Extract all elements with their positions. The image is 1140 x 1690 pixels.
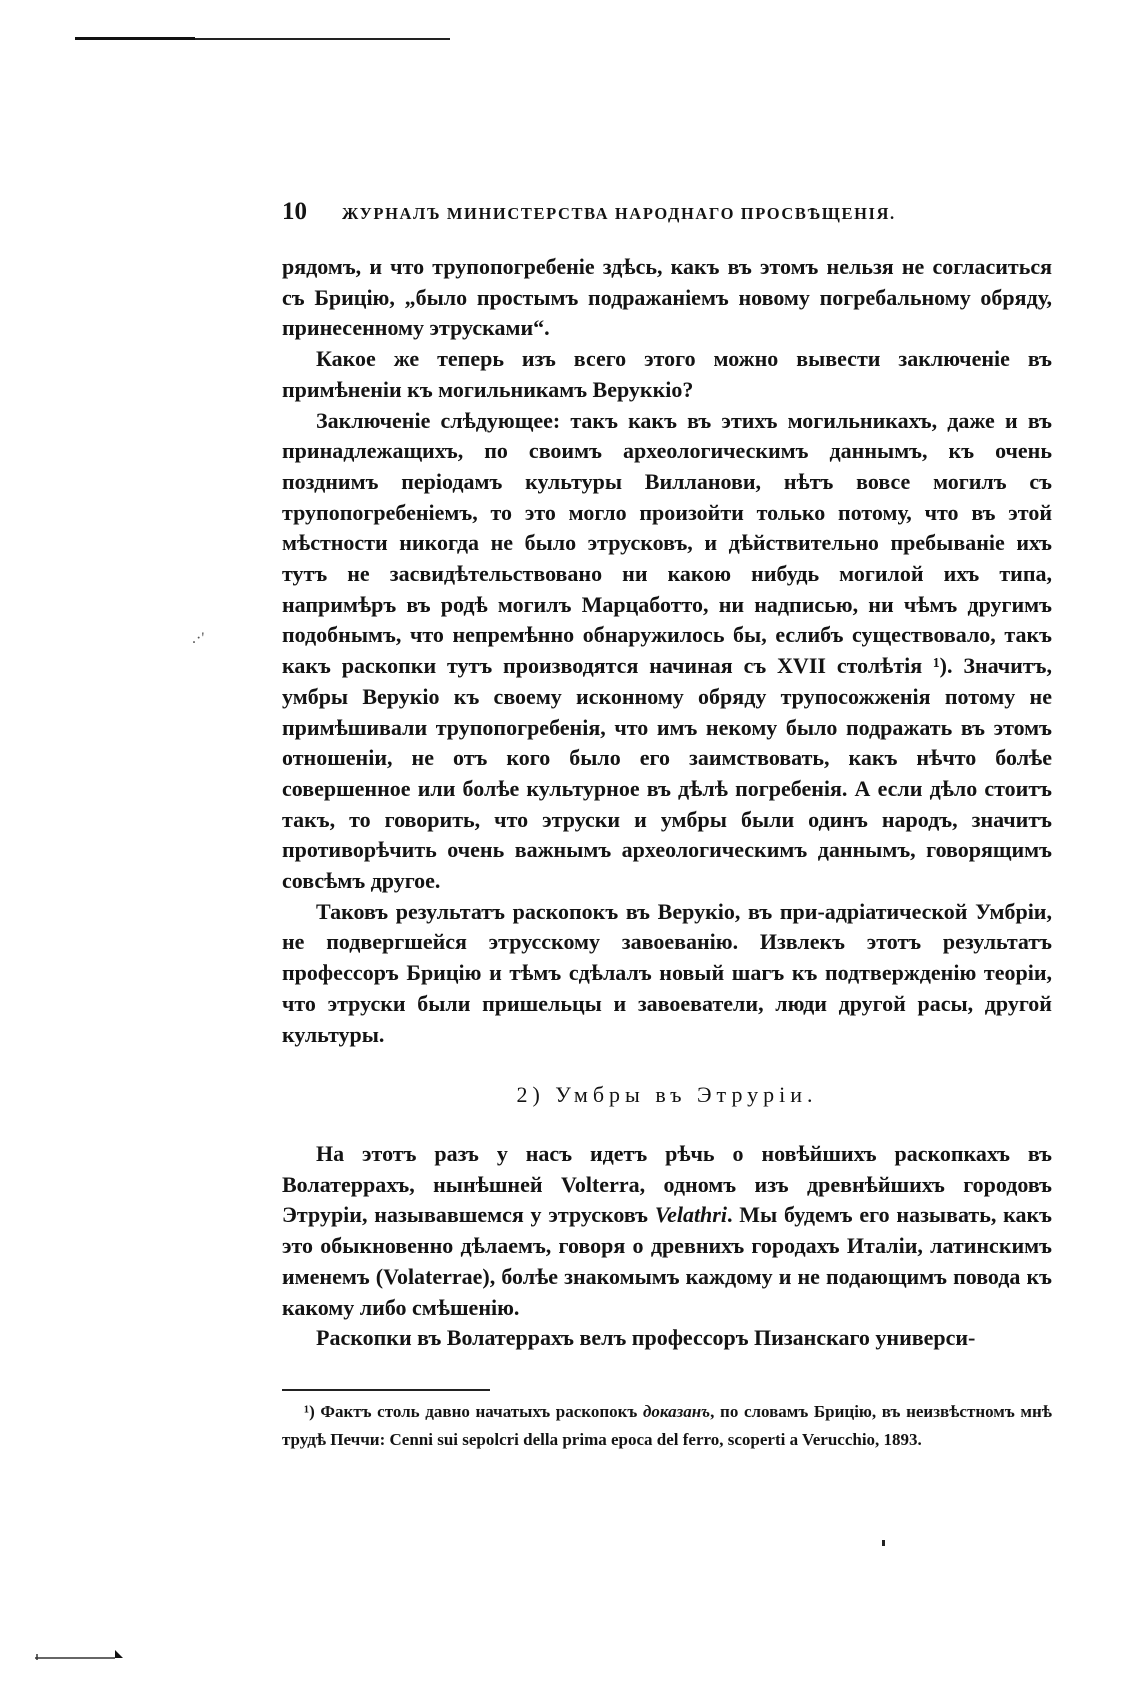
- page-number: 10: [282, 198, 307, 225]
- paragraph-2: Какое же теперь изъ всего этого можно вывести заключеніе въ примѣненіи къ могильникамъ Веруккіо?: [282, 346, 1052, 402]
- footnote-text-a: Фактъ столь давно начатыхъ раскопокъ: [314, 1402, 643, 1421]
- body-text: [282, 252, 1052, 1354]
- section-paragraph-2: Раскопки въ Волатеррахъ велъ профессоръ Пизанскаго универси-: [316, 1325, 976, 1351]
- stray-dot-mark: [882, 1540, 885, 1546]
- footnote-1: [282, 1398, 1052, 1454]
- section-paragraph-1-part-b: . Мы будемъ его называть, какъ это обыкновенно дѣлаемъ, говоря о древнихъ городахъ Италіи, латинскимъ именемъ (Volaterrae), болѣе знакомымъ каждому и не подающимъ повода къ какому либо смѣшенію.: [282, 1202, 1053, 1320]
- footnote-italic: доказанъ: [642, 1402, 711, 1421]
- section-heading: 2) Умбры въ Этруріи.: [516, 1082, 818, 1108]
- footnote-rule: [282, 1389, 490, 1391]
- marginal-mark: .·': [192, 630, 205, 647]
- page-header: [282, 198, 1052, 232]
- paragraph-4: Таковъ результатъ раскопокъ въ Верукіо, въ при-адріатической Умбріи, не подвергшейся этрусскому завоеванію. Извлекъ этотъ результатъ профессоръ Брицію и тѣмъ сдѣлалъ новый шагъ къ подтвержденію теоріи, что этруски были пришельцы и завоеватели, люди другой расы, другой культуры.: [282, 898, 1052, 1047]
- section-paragraph-1-part-a: На этотъ разъ у насъ идетъ рѣчь о новѣйшихъ раскопкахъ въ Волатеррахъ, нынѣшней Volterra, одномъ изъ древнѣйшихъ городовъ Этруріи, называвшемся у этрусковъ: [282, 1140, 1052, 1228]
- paragraph-3: Заключеніе слѣдующее: такъ какъ въ этихъ могильникахъ, даже и въ принадлежащихъ, по своимъ археологическимъ даннымъ, къ очень позднимъ періодамъ культуры Вилланови, нѣтъ вовсе могилъ съ трупопогребеніемъ, то это могло произойти только потому, что въ этой мѣстности никогда не было этрусковъ, и дѣйствительно пребываніе ихъ тутъ не засвидѣтельствовано ни какою нибудь могилой ихъ типа, напримѣръ въ родѣ могилъ Марцаботто, ни надписью, ни чѣмъ другимъ подобнымъ, что непремѣнно обнаружилось бы, еслибъ существовало, такъ какъ раскопки тутъ производятся начиная съ XVII столѣтія ¹). Значитъ, умбры Верукіо къ своему исконному обряду трупосожженія потому не примѣшивали трупопогребенія, что имъ некому было подражать въ этомъ отношеніи, не отъ кого было его заимствовать, какъ нѣчто болѣе совершенное или болѣе культурное въ дѣлѣ погребенія. А если дѣло стоитъ такъ, то говорить, что этруски и умбры были одинъ народъ, значитъ противорѣчить очень важнымъ археологическимъ даннымъ, говорящимъ совсѣмъ другое.: [282, 407, 1052, 894]
- running-title: ЖУРНАЛЪ МИНИСТЕРСТВА НАРОДНАГО ПРОСВѢЩЕНІЯ.: [342, 204, 896, 223]
- velathri-italic: Velathri: [654, 1202, 727, 1228]
- paragraph-1: рядомъ, и что трупопогребеніе здѣсь, какъ въ этомъ нельзя не согласиться съ Брицію, „было простымъ подражаніемъ новому погребальному обряду, принесенному этрусками“.: [282, 254, 1052, 341]
- section-paragraph-1: [282, 1139, 1052, 1323]
- top-rule-bold: [75, 37, 195, 40]
- footnotes: [282, 1398, 1052, 1454]
- footnote-marker: ¹): [304, 1402, 315, 1421]
- scan-corner-mark: [35, 1646, 135, 1662]
- footnote-text-b: , по словамъ Брицію, въ неизвѣстномъ мнѣ трудѣ Печчи: Cenni sui sepolcri della prima epoca del ferro, scoperti a Verucchio, 1893.: [282, 1402, 1052, 1449]
